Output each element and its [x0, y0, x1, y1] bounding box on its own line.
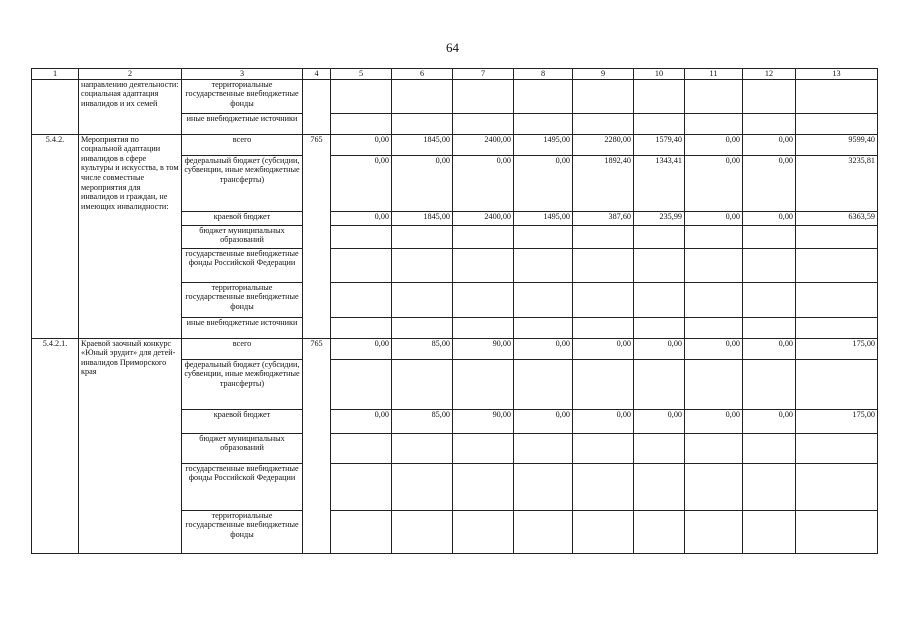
column-header: 8	[514, 69, 573, 80]
source-cell: всего	[182, 134, 303, 155]
value-cell: 1495,00	[514, 211, 573, 225]
value-cell: 0,00	[685, 409, 743, 433]
column-header: 10	[634, 69, 685, 80]
source-cell: территориальные государственные внебюджетные фонды	[182, 510, 303, 553]
value-cell: 235,99	[634, 211, 685, 225]
value-cell: 0,00	[514, 155, 573, 211]
column-header: 4	[303, 69, 331, 80]
value-cell: 0,00	[634, 409, 685, 433]
budget-table	[31, 68, 878, 554]
value-cell: 1579,40	[634, 134, 685, 155]
value-cell: 0,00	[514, 338, 573, 359]
value-cell: 387,60	[573, 211, 634, 225]
source-cell: государственные внебюджетные фонды Российской Федерации	[182, 463, 303, 510]
value-cell: 0,00	[573, 409, 634, 433]
column-header: 6	[392, 69, 453, 80]
column-header: 12	[743, 69, 796, 80]
value-cell: 0,00	[514, 409, 573, 433]
value-cell: 0,00	[331, 155, 392, 211]
value-cell: 1845,00	[392, 211, 453, 225]
activity-name: Краевой заочный конкурс «Юный эрудит» для детей-инвалидов Приморского края	[79, 338, 182, 553]
source-cell: федеральный бюджет (субсидии, субвенции, иные межбюджетные трансферты)	[182, 359, 303, 409]
column-header: 9	[573, 69, 634, 80]
value-cell: 175,00	[796, 409, 878, 433]
table-row	[32, 79, 878, 113]
code-cell: 765	[303, 338, 331, 553]
source-cell: иные внебюджетные источники	[182, 113, 303, 134]
column-header: 2	[79, 69, 182, 80]
column-header: 13	[796, 69, 878, 80]
value-cell: 2400,00	[453, 211, 514, 225]
activity-name: Мероприятия по социальной адаптации инвалидов в сфере культуры и искусства, в том числе совместные мероприятия для инвалидов и граждан, не имеющих инвалидности:	[79, 134, 182, 338]
value-cell: 0,00	[685, 155, 743, 211]
source-cell: территориальные государственные внебюджетные фонды	[182, 79, 303, 113]
value-cell: 0,00	[453, 155, 514, 211]
index-cell	[32, 79, 79, 134]
code-cell: 765	[303, 134, 331, 338]
column-header: 7	[453, 69, 514, 80]
value-cell: 0,00	[331, 134, 392, 155]
table-row	[32, 338, 878, 359]
value-cell: 0,00	[743, 134, 796, 155]
value-cell: 0,00	[743, 409, 796, 433]
value-cell: 85,00	[392, 409, 453, 433]
value-cell: 0,00	[573, 338, 634, 359]
value-cell: 0,00	[331, 409, 392, 433]
column-header: 5	[331, 69, 392, 80]
source-cell: краевой бюджет	[182, 409, 303, 433]
source-cell: федеральный бюджет (субсидии, субвенции, иные межбюджетные трансферты)	[182, 155, 303, 211]
source-cell: бюджет муниципальных образований	[182, 225, 303, 248]
source-cell: территориальные государственные внебюджетные фонды	[182, 282, 303, 317]
column-number-row	[32, 69, 878, 80]
value-cell: 1343,41	[634, 155, 685, 211]
value-cell: 0,00	[685, 338, 743, 359]
value-cell: 175,00	[796, 338, 878, 359]
value-cell: 0,00	[743, 211, 796, 225]
source-cell: государственные внебюджетные фонды Российской Федерации	[182, 248, 303, 282]
table-row	[32, 134, 878, 155]
value-cell: 0,00	[331, 338, 392, 359]
value-cell: 0,00	[743, 155, 796, 211]
value-cell: 1892,40	[573, 155, 634, 211]
value-cell: 0,00	[685, 134, 743, 155]
value-cell: 90,00	[453, 338, 514, 359]
source-cell: бюджет муниципальных образований	[182, 433, 303, 463]
value-cell: 6363,59	[796, 211, 878, 225]
value-cell: 0,00	[743, 338, 796, 359]
value-cell: 3235,81	[796, 155, 878, 211]
source-cell: краевой бюджет	[182, 211, 303, 225]
value-cell: 0,00	[392, 155, 453, 211]
value-cell: 0,00	[634, 338, 685, 359]
page-number: 64	[446, 40, 459, 55]
value-cell: 0,00	[331, 211, 392, 225]
value-cell: 2400,00	[453, 134, 514, 155]
value-cell: 0,00	[685, 211, 743, 225]
source-cell: всего	[182, 338, 303, 359]
value-cell: 85,00	[392, 338, 453, 359]
activity-name: направлению деятельности: социальная адаптация инвалидов и их семей	[79, 79, 182, 134]
value-cell: 90,00	[453, 409, 514, 433]
source-cell: иные внебюджетные источники	[182, 317, 303, 338]
value-cell: 1845,00	[392, 134, 453, 155]
column-header: 1	[32, 69, 79, 80]
column-header: 3	[182, 69, 303, 80]
code-cell	[303, 79, 331, 134]
index-cell: 5.4.2.1.	[32, 338, 79, 553]
column-header: 11	[685, 69, 743, 80]
value-cell: 2280,00	[573, 134, 634, 155]
index-cell: 5.4.2.	[32, 134, 79, 338]
value-cell: 1495,00	[514, 134, 573, 155]
value-cell: 9599,40	[796, 134, 878, 155]
